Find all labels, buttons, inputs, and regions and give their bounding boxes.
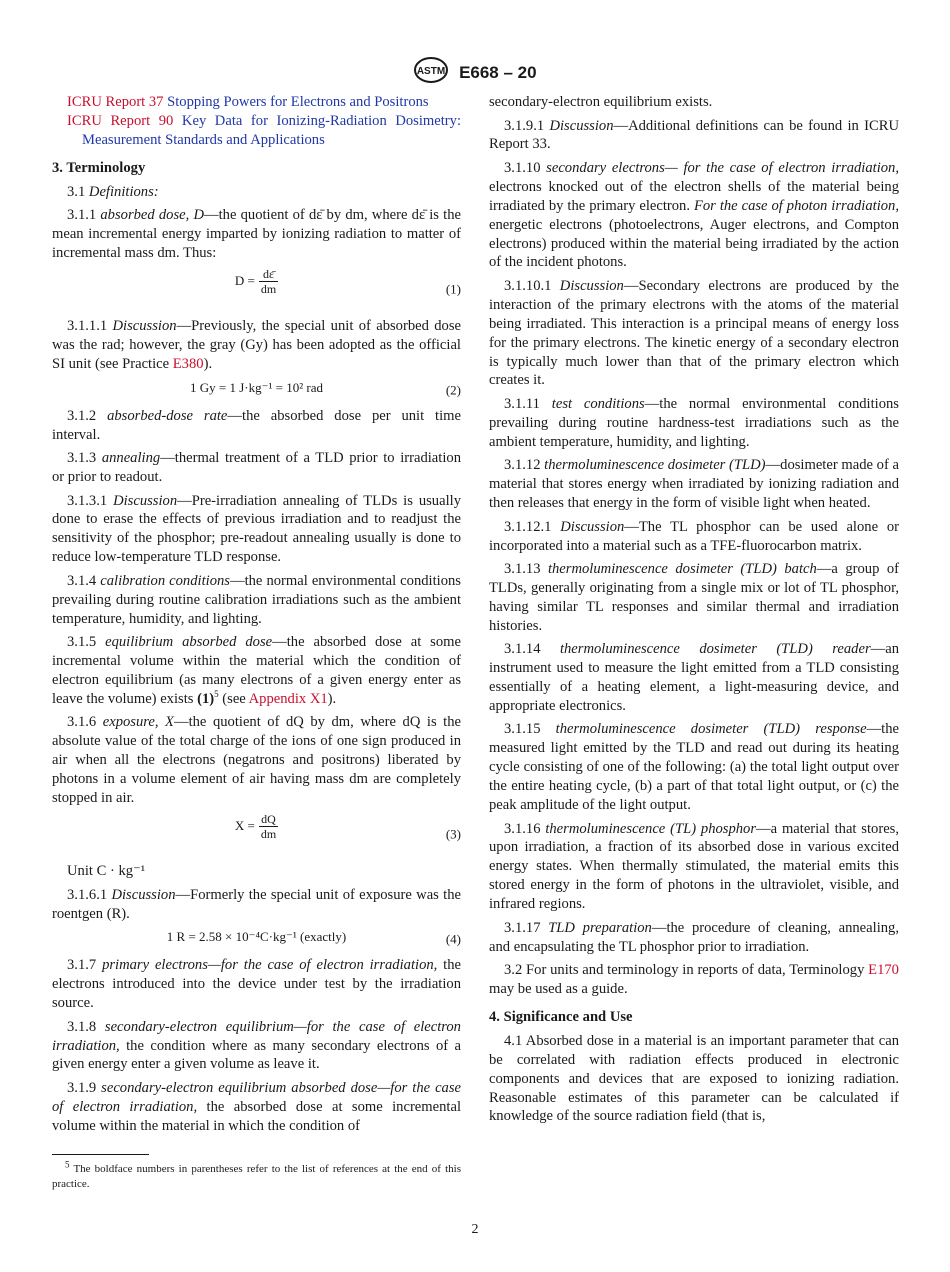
para-3-1-3: 3.1.3 annealing—thermal treatment of a TLD prior to irradiation or prior to readout. <box>52 450 461 486</box>
page-header <box>0 57 950 89</box>
equation-3: X = $\frac{dQ}{dm}$ (3) <box>52 812 461 858</box>
e380-link[interactable]: E380 <box>172 356 204 373</box>
section-4-heading: 4. Significance and Use <box>489 1008 633 1025</box>
ref-code-link[interactable]: ICRU Report 37 <box>67 94 164 110</box>
footnote-rule <box>52 1154 149 1155</box>
section-3-heading: 3. Terminology <box>52 159 146 176</box>
para-3-1-8: 3.1.8 secondary-electron equilibrium—for the case of electron irradiation, the condition where as many secondary electrons of a given energy enter a given volume as leave it. <box>52 1018 461 1073</box>
left-column <box>52 93 461 1140</box>
para-3-1-3-1: 3.1.3.1 Discussion—Pre-irradiation annealing of TLDs is usually done to erase the effects of previous irradiation and to readjust the sensitivity of the phosphor; pre-readout annealing usually is done to reduce low-temperature TLD response. <box>52 492 461 566</box>
ref-title-link[interactable]: Stopping Powers for Electrons and Positrons <box>167 94 429 110</box>
equation-number: (1) <box>445 281 461 297</box>
e170-link[interactable]: E170 <box>868 962 899 979</box>
equation-2: 1 Gy = 1 J·kg⁻¹ = 10² rad (2) <box>52 379 461 403</box>
para-3-1-4: 3.1.4 calibration conditions—the normal environmental conditions prevailing during routine calibration irradiations such as the ambient temperature, humidity, and lighting. <box>52 572 461 627</box>
equation-4: 1 R = 2.58 × 10⁻⁴C·kg⁻¹ (exactly) (4) <box>52 928 461 952</box>
footnote: $^5$ The boldface numbers in parentheses refer to the list of references at the end of this practice. <box>52 1159 461 1190</box>
para-3-1-1-1: 3.1.1.1 Discussion—Previously, the special unit of absorbed dose was the rad; however, the gray (Gy) has been adopted as the official SI unit (see Practice E380). <box>52 318 461 373</box>
equation-number: (4) <box>445 931 461 947</box>
para-3-1-14: 3.1.14 thermoluminescence dosimeter (TLD) reader—an instrument used to measure the light emitted from a TLD consisting essentially of a heating element, a light-measuring device, and appropriate electronics. <box>489 641 899 714</box>
para-3-1-13: 3.1.13 thermoluminescence dosimeter (TLD) batch—a group of TLDs, generally originating from a single mix or lot of TL phosphor, having similar TL responses and similar thermal and irradiation histories. <box>489 561 899 634</box>
reference-icru-37 <box>52 93 461 112</box>
para-3-1-16: 3.1.16 thermoluminescence (TL) phosphor—a material that stores, upon irradiation, a fraction of its absorbed dose in various excited energy states. When thermally stimulated, the material emits this stored energy in the form of photons in the ultraviolet, visible, and infrared regions. <box>489 820 900 913</box>
page-number: 2 <box>471 1222 479 1237</box>
para-3-1-12-1: 3.1.12.1 Discussion—The TL phosphor can be used alone or incorporated into a material such as a TFE-fluorocarbon matrix. <box>489 518 899 554</box>
para-3-1-9-1: 3.1.9.1 Discussion—Additional definitions can be found in ICRU Report 33. <box>489 117 899 153</box>
para-3-1-10: 3.1.10 secondary electrons— for the case of electron irradiation, electrons knocked out of the electron shells of the material being irradiated by the primary electron. For the case of photon irradiation, energetic electrons (photoelectrons, Auger electrons, and Compton electrons) produced within the material being irradiated by the action of the incident photons. <box>489 159 900 271</box>
ref-title-link[interactable]: Key Data for Ionizing-Radiation Dosimetry: Measurement Standards and Applications <box>82 112 462 148</box>
para-3-1-5: 3.1.5 equilibrium absorbed dose—the absorbed dose at some incremental volume within the material which the condition of electron equilibrium (as many electrons of a given energy enter as leave the volume) exists $(1)^5$ (see Appendix X1). <box>52 634 461 707</box>
reference-1-link[interactable]: (1) <box>197 690 215 707</box>
para-3-1-10-1: 3.1.10.1 Discussion—Secondary electrons are produced by the interaction of the primary electrons with the atoms of the material being irradiated. This interaction is a principal means of energy loss for the primary electrons. The kinetic energy of a secondary electron is typically much lower than that of the primary electron which creates it. <box>489 277 899 389</box>
para-3-1-15: 3.1.15 thermoluminescence dosimeter (TLD) response—the measured light emitted by the TLD and read out during its heating cycle consisting of one of the following: (a) the total light output over the entire heating cycle, (b) a part of that total light output, or (c) the peak amplitude of the light output. <box>489 721 899 814</box>
para-3-1-7: 3.1.7 primary electrons—for the case of electron irradiation, the electrons introduced into the device under test by the irradiation source. <box>52 957 462 1012</box>
astm-logo-icon <box>413 57 449 89</box>
para-3-1-6: 3.1.6 exposure, X—the quotient of dQ by dm, where dQ is the absolute value of the total charge of the ions of one sign produced in air when all the electrons (negatrons and positrons) liberated by photons in a volume element of air having mass dm are completely stopped in air. <box>52 714 461 806</box>
ref-code-link[interactable]: ICRU Report 90 <box>67 112 174 129</box>
para-4-1: 4.1 Absorbed dose in a material is an important parameter that can be correlated with radiation effects produced in electronic components and devices that are exposed to ionizing radiation. Reasonable estimates of this parameter can be calculated if knowledge of the source radiation field (that is, <box>489 1032 899 1125</box>
para-3-1-17: 3.1.17 TLD preparation—the procedure of cleaning, annealing, and encapsulating the TL phosphor prior to irradiation. <box>489 919 899 955</box>
equation-number: (2) <box>445 382 461 398</box>
equation-number: (3) <box>445 826 461 842</box>
equation-1: D = $\frac{d\varepsilon̄}{dm}$ (1) <box>52 267 461 313</box>
para-3-1: 3.1 Definitions: <box>67 183 159 200</box>
para-3-1-12: 3.1.12 thermoluminescence dosimeter (TLD)—dosimeter made of a material that stores energy when irradiated by ionizing radiation and then releases that energy in the form of visible light when heated. <box>489 457 899 512</box>
svg-text:ASTM: ASTM <box>417 66 446 77</box>
para-3-1-11: 3.1.11 test conditions—the normal environmental conditions prevailing during routine hardness-test irradiations such as the ambient temperature, humidity, and lighting. <box>489 395 899 450</box>
unit-line: Unit C · kg⁻¹ <box>67 863 146 880</box>
para-3-1-9: 3.1.9 secondary-electron equilibrium absorbed dose—for the case of electron irradiation, the absorbed dose at some incremental volume within the material in which the condition of <box>52 1079 461 1134</box>
reference-icru-90 <box>52 112 461 150</box>
para-3-2: 3.2 For units and terminology in reports of data, Terminology E170 may be used as a guide. <box>489 962 899 997</box>
right-column <box>489 93 899 1131</box>
standard-designation: E668 – 20 <box>459 62 537 82</box>
para-3-1-6-1: 3.1.6.1 Discussion—Formerly the special unit of exposure was the roentgen (R). <box>52 886 461 922</box>
para-3-1-1: 3.1.1 absorbed dose, D—the quotient of dε̄ by dm, where dε̄ is the mean incremental energy imparted by ionizing radiation to matter of incremental mass dm. Thus: <box>52 207 461 261</box>
para-3-1-9-continued: secondary-electron equilibrium exists. <box>489 94 713 110</box>
para-3-1-2: 3.1.2 absorbed-dose rate—the absorbed dose per unit time interval. <box>52 407 461 443</box>
appendix-x1-link[interactable]: Appendix X1 <box>248 690 328 707</box>
